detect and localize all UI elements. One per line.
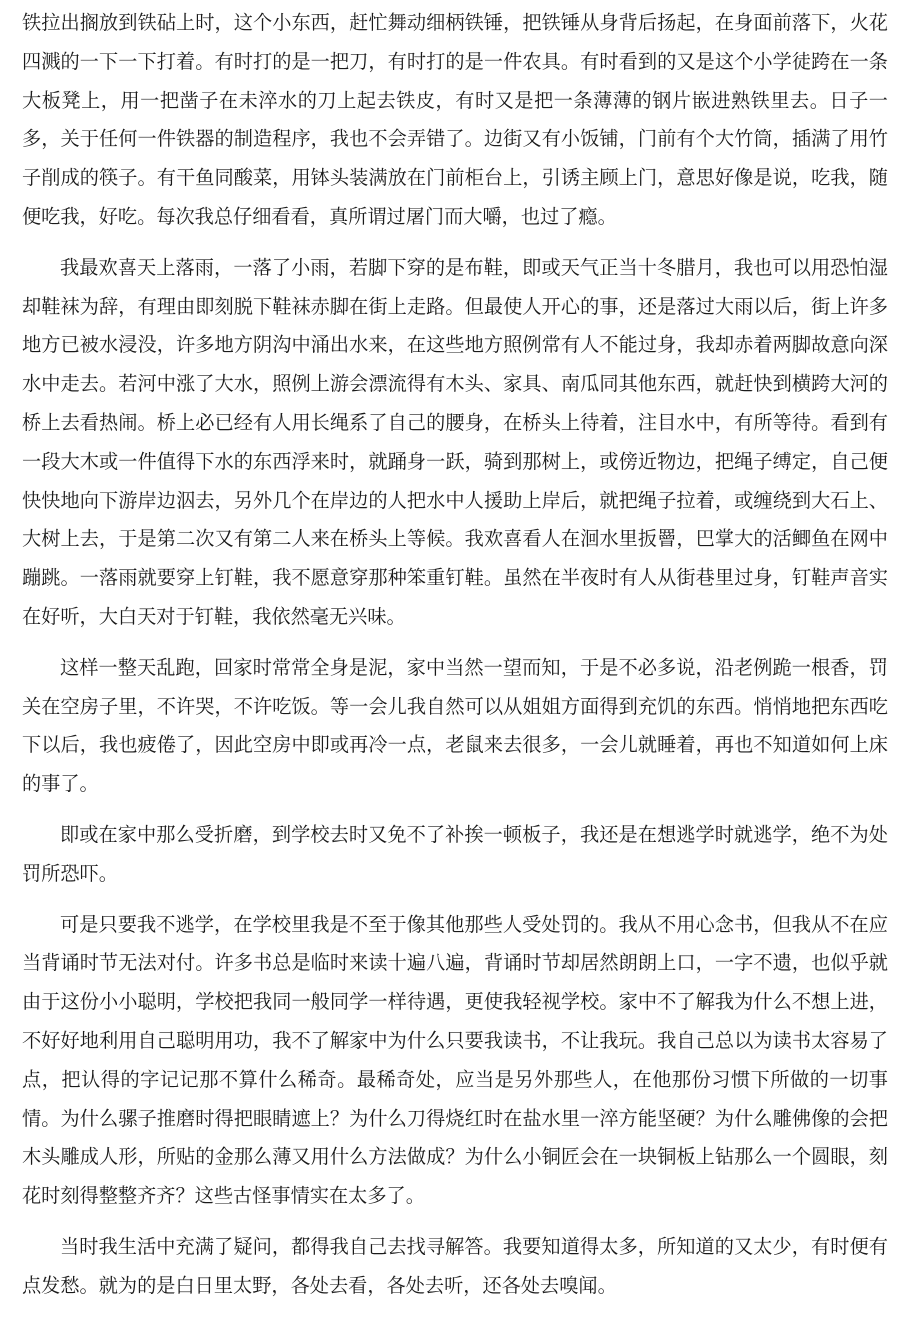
paragraph-rain-and-flood: 我最欢喜天上落雨，一落了小雨，若脚下穿的是布鞋，即或天气正当十冬腊月，我也可以用恐怕湿却鞋袜为辞，有理由即刻脱下鞋袜赤脚在街上走路。但最使人开心的事，还是落过大雨以后，街上许多地方已被水浸没，许多地方阴沟中涌出水来，在这些地方照例常有人不能过身，我却赤着两脚故意向深水中走去。若河中涨了大水，照例上游会漂流得有木头、家具、南瓜同其他东西，就赶快到横跨大河的桥上去看热闹。桥上必已经有人用长绳系了自己的腰身，在桥头上待着，注目水中，有所等待。看到有一段大木或一件值得下水的东西浮来时，就踊身一跃，骑到那树上，或傍近物边，把绳子缚定，自己便快快地向下游岸边泅去，另外几个在岸边的人把水中人援助上岸后，就把绳子拉着，或缠绕到大石上、大树上去，于是第二次又有第二人来在桥头上等候。我欢喜看人在洄水里扳罾，巴掌大的活鲫鱼在网中蹦跳。一落雨就要穿上钉鞋，我不愿意穿那种笨重钉鞋。虽然在半夜时有人从街巷里过身，钉鞋声音实在好听，大白天对于钉鞋，我依然毫无兴味。: [22, 255, 888, 628]
paragraph-school-and-curiosity: 可是只要我不逃学，在学校里我是不至于像其他那些人受处罚的。我从不用心念书，但我从不在应当背诵时节无法对付。许多书总是临时来读十遍八遍，背诵时节却居然朗朗上口，一字不遗，也似乎就由于这份小小聪明，学校把我同一般同学一样待遇，更使我轻视学校。家中不了解我为什么不想上进，不好好地利用自己聪明用功，我不了解家中为什么只要我读书，不让我玩。我自己总以为读书太容易了点，把认得的字记记那不算什么稀奇。最稀奇处，应当是另外那些人，在他那份习惯下所做的一切事情。为什么骡子推磨时得把眼睛遮上？为什么刀得烧红时在盐水里一淬方能坚硬？为什么雕佛像的会把木头雕成人形，所贴的金那么薄又用什么方法做成？为什么小铜匠会在一块铜板上钻那么一个圆眼，刻花时刻得整整齐齐？这些古怪事情实在太多了。: [22, 912, 888, 1208]
paragraph-blacksmith-and-food-stall: 铁拉出搁放到铁砧上时，这个小东西，赶忙舞动细柄铁锤，把铁锤从身背后扬起，在身面前落下，火花四溅的一下一下打着。有时打的是一把刀，有时打的是一件农具。有时看到的又是这个小学徒跨在一条大板凳上，用一把凿子在未淬水的刀上起去铁皮，有时又是把一条薄薄的钢片嵌进熟铁里去。日子一多，关于任何一件铁器的制造程序，我也不会弄错了。边街又有小饭铺，门前有个大竹筒，插满了用竹子削成的筷子。有干鱼同酸菜，用钵头装满放在门前柜台上，引诱主顾上门，意思好像是说，吃我，随便吃我，好吃。每次我总仔细看看，真所谓过屠门而大嚼，也过了瘾。: [22, 11, 888, 228]
document-page: [22, 0, 888, 1306]
paragraph-school-punishment: 即或在家中那么受折磨，到学校去时又免不了补挨一顿板子，我还是在想逃学时就逃学，绝不为处罚所恐吓。: [22, 822, 888, 885]
paragraph-punishment-at-home: 这样一整天乱跑，回家时常常全身是泥，家中当然一望而知，于是不必多说，沿老例跪一根香，罚关在空房子里，不许哭，不许吃饭。等一会儿我自然可以从姐姐方面得到充饥的东西。悄悄地把东西吃下以后，我也疲倦了，因此空房中即或再冷一点，老鼠来去很多，一会儿就睡着，再也不知道如何上床的事了。: [22, 655, 888, 796]
paragraph-full-of-questions: 当时我生活中充满了疑问，都得我自己去找寻解答。我要知道得太多，所知道的又太少，有时便有点发愁。就为的是白日里太野，各处去看，各处去听，还各处去嗅闻。: [22, 1234, 888, 1297]
